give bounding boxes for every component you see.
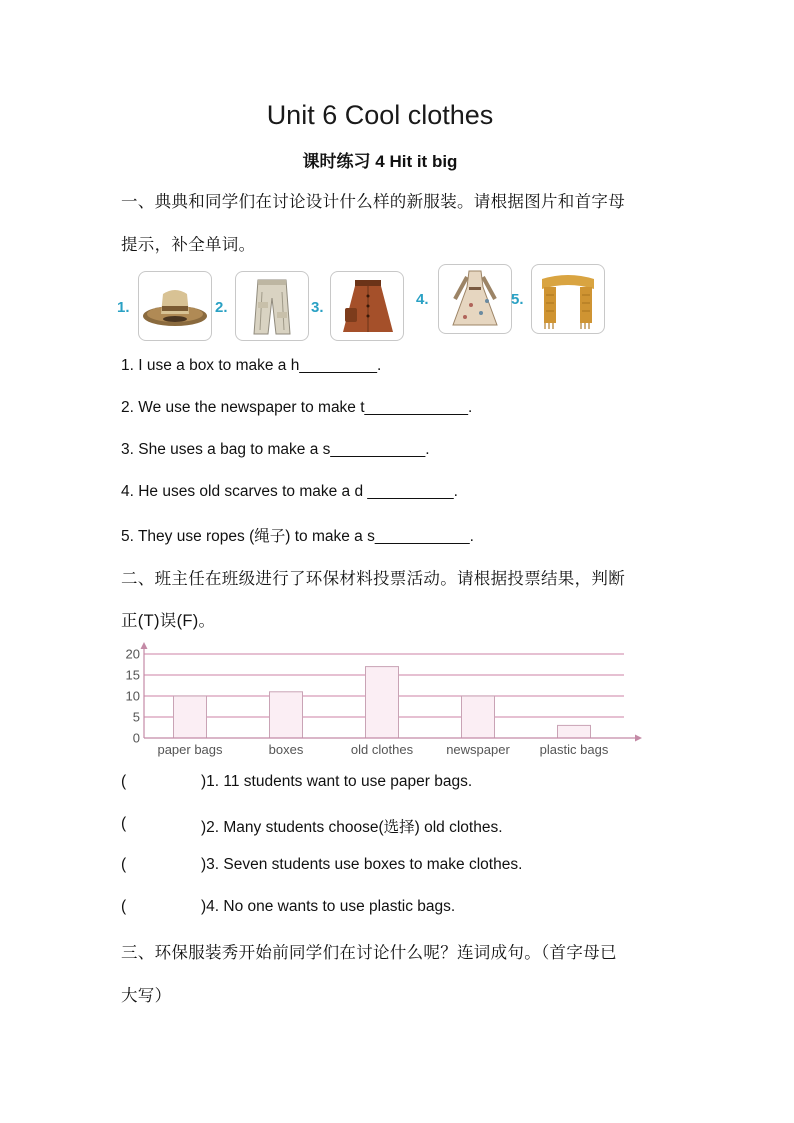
trousers-icon (236, 272, 308, 340)
page-title: Unit 6 Cool clothes (266, 100, 494, 130)
answer-bracket[interactable]: ( (121, 898, 127, 915)
statement-text: )2. Many students choose(选择) old clothes. (201, 819, 503, 836)
picture-row (116, 268, 616, 343)
judge-statement-4 (121, 898, 601, 918)
y-tick-label: 20 (125, 646, 140, 662)
y-tick-label: 10 (125, 688, 140, 704)
x-tick-label: plastic bags (539, 742, 609, 757)
x-tick-label: paper bags (157, 742, 223, 757)
fill-in-item-1: 1. I use a box to make a h_________. (121, 357, 382, 374)
judge-statement-1 (121, 773, 601, 793)
statement-text: )1. 11 students want to use paper bags. (201, 773, 473, 790)
hat-picture (138, 271, 212, 341)
scarf-icon (532, 265, 604, 333)
section2-instruction-line1: 二、班主任在班级进行了环保材料投票活动。请根据投票结果，判断 (121, 570, 625, 588)
picture-number-5: 5. (511, 291, 524, 308)
skirt-picture (330, 271, 404, 341)
fill-in-item-2: 2. We use the newspaper to make t____________. (121, 399, 473, 416)
dress-icon (439, 265, 511, 333)
trousers-picture (235, 271, 309, 341)
dress-picture (438, 264, 512, 334)
statement-text: )3. Seven students use boxes to make clothes. (201, 856, 523, 873)
x-tick-label: newspaper (446, 742, 510, 757)
statement-text: )4. No one wants to use plastic bags. (201, 898, 456, 915)
y-tick-label: 5 (132, 709, 140, 725)
judge-statement-2 (121, 815, 601, 835)
x-tick-label: boxes (268, 742, 304, 757)
bar-paper-bags (174, 696, 207, 738)
bar-plastic-bags (558, 725, 591, 738)
lesson-subtitle: 课时练习 4 Hit it big (302, 152, 458, 171)
picture-number-1: 1. (117, 299, 130, 316)
picture-number-3: 3. (311, 299, 324, 316)
answer-bracket[interactable]: ( (121, 773, 127, 790)
answer-bracket[interactable]: ( (121, 815, 127, 832)
x-tick-label: old clothes (350, 742, 414, 757)
bar-boxes (270, 692, 303, 738)
picture-number-2: 2. (215, 299, 228, 316)
y-tick-label: 0 (132, 730, 140, 746)
picture-number-4: 4. (416, 291, 429, 308)
fill-in-item-5: 5. They use ropes (绳子) to make a s___________. (121, 528, 474, 545)
bar-newspaper (462, 696, 495, 738)
fill-in-item-3: 3. She uses a bag to make a s___________. (121, 441, 430, 458)
section2-instruction-line2: 正(T)误(F)。 (121, 612, 216, 630)
judge-statement-3 (121, 856, 601, 876)
scarf-picture (531, 264, 605, 334)
section3-instruction-line2: 大写） (121, 987, 172, 1005)
x-axis-arrow (635, 735, 642, 742)
y-tick-label: 15 (125, 667, 140, 683)
section3-instruction-line1: 三、环保服装秀开始前同学们在讨论什么呢？连词成句。（首字母已 (121, 944, 617, 962)
y-axis-arrow (141, 642, 148, 649)
fill-in-item-4: 4. He uses old scarves to make a d __________. (121, 483, 458, 500)
skirt-icon (331, 272, 403, 340)
section1-instruction-line1: 一、典典和同学们在讨论设计什么样的新服装。请根据图片和首字母 (121, 193, 625, 211)
hat-icon (139, 272, 211, 340)
section1-instruction-line2: 提示，补全单词。 (121, 236, 256, 254)
answer-bracket[interactable]: ( (121, 856, 127, 873)
bar-old-clothes (366, 667, 399, 738)
vote-bar-chart (110, 640, 650, 762)
